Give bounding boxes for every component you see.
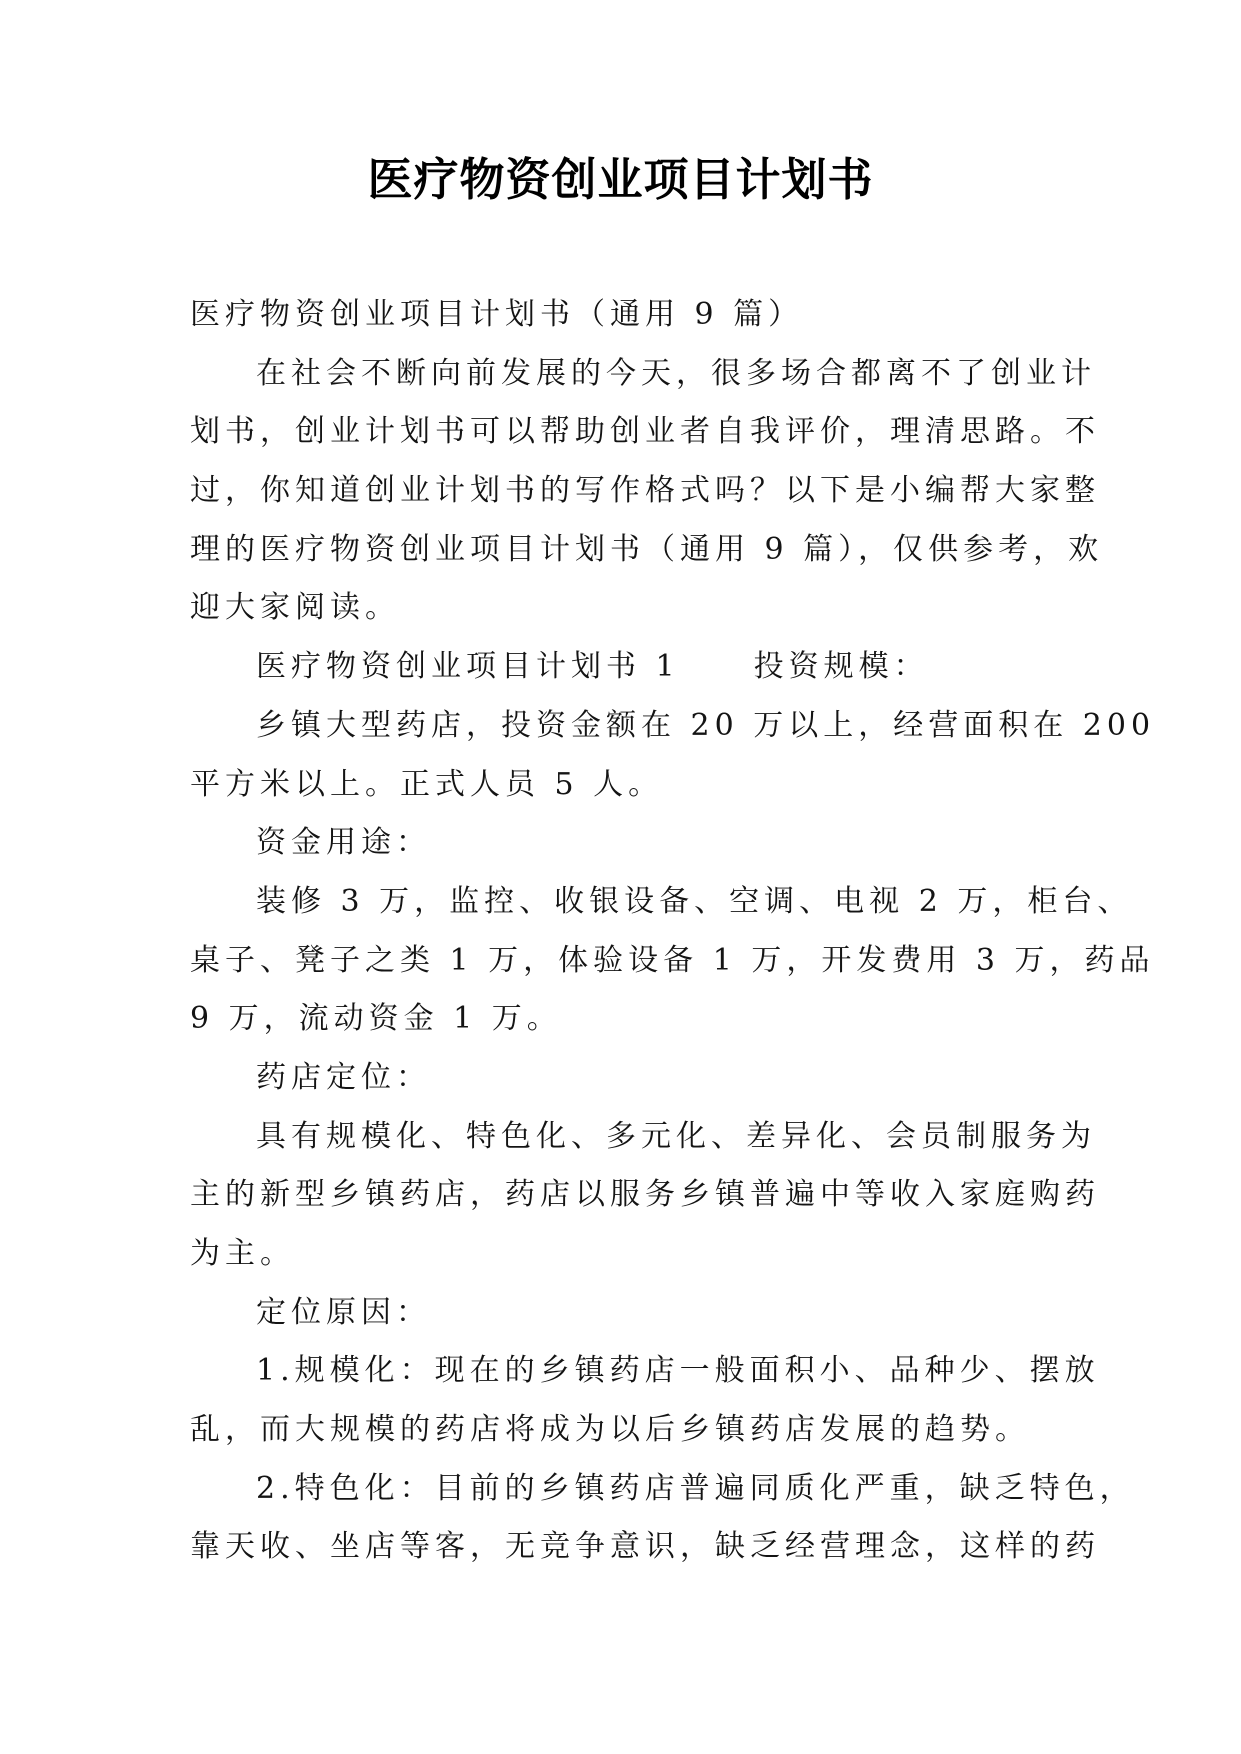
paragraph-line: 在社会不断向前发展的今天，很多场合都离不了创业计	[256, 355, 1096, 391]
document-title: 医疗物资创业项目计划书	[367, 153, 874, 206]
paragraph-line: 具有规模化、特色化、多元化、差异化、会员制服务为	[256, 1118, 1096, 1154]
paragraph-line: 迎大家阅读。	[190, 590, 400, 626]
section-heading: 医疗物资创业项目计划书 1	[256, 649, 680, 685]
paragraph-line: 2.特色化：目前的乡镇药店普遍同质化严重，缺乏特色，	[256, 1470, 1135, 1506]
paragraph-line: 为主。	[190, 1236, 295, 1271]
paragraph-line: 划书，创业计划书可以帮助创业者自我评价，理清思路。不	[190, 414, 1100, 450]
paragraph-line: 乱，而大规模的药店将成为以后乡镇药店发展的趋势。	[190, 1412, 1030, 1448]
paragraph-line: 主的新型乡镇药店，药店以服务乡镇普遍中等收入家庭购药	[190, 1177, 1100, 1213]
paragraph-line: 桌子、凳子之类 1 万，体验设备 1 万，开发费用 3 万，药品	[190, 942, 1155, 978]
paragraph-line: 平方米以上。正式人员 5 人。	[190, 766, 664, 802]
paragraph-line: 9 万，流动资金 1 万。	[190, 1001, 562, 1037]
section-heading-line	[190, 638, 1055, 697]
paragraph-line: 定位原因：	[256, 1294, 431, 1330]
section-subheading: 投资规模：	[753, 649, 929, 685]
paragraph-line: 过，你知道创业计划书的写作格式吗？以下是小编帮大家整	[190, 473, 1100, 509]
paragraph-line: 装修 3 万，监控、收银设备、空调、电视 2 万，柜台、	[256, 883, 1133, 919]
paragraph-line: 资金用途：	[256, 825, 431, 861]
paragraph-line: 理的医疗物资创业项目计划书（通用 9 篇），仅供参考，欢	[190, 531, 1104, 567]
paragraph-line: 乡镇大型药店，投资金额在 20 万以上，经营面积在 200	[256, 707, 1156, 743]
paragraph-line: 靠天收、坐店等客，无竞争意识，缺乏经营理念，这样的药	[190, 1529, 1100, 1565]
document-body	[190, 286, 1156, 1577]
paragraph-line: 1.规模化：现在的乡镇药店一般面积小、品种少、摆放	[256, 1353, 1100, 1389]
subtitle-line: 医疗物资创业项目计划书（通用 9 篇）	[190, 297, 804, 332]
paragraph-line: 药店定位：	[256, 1059, 431, 1095]
